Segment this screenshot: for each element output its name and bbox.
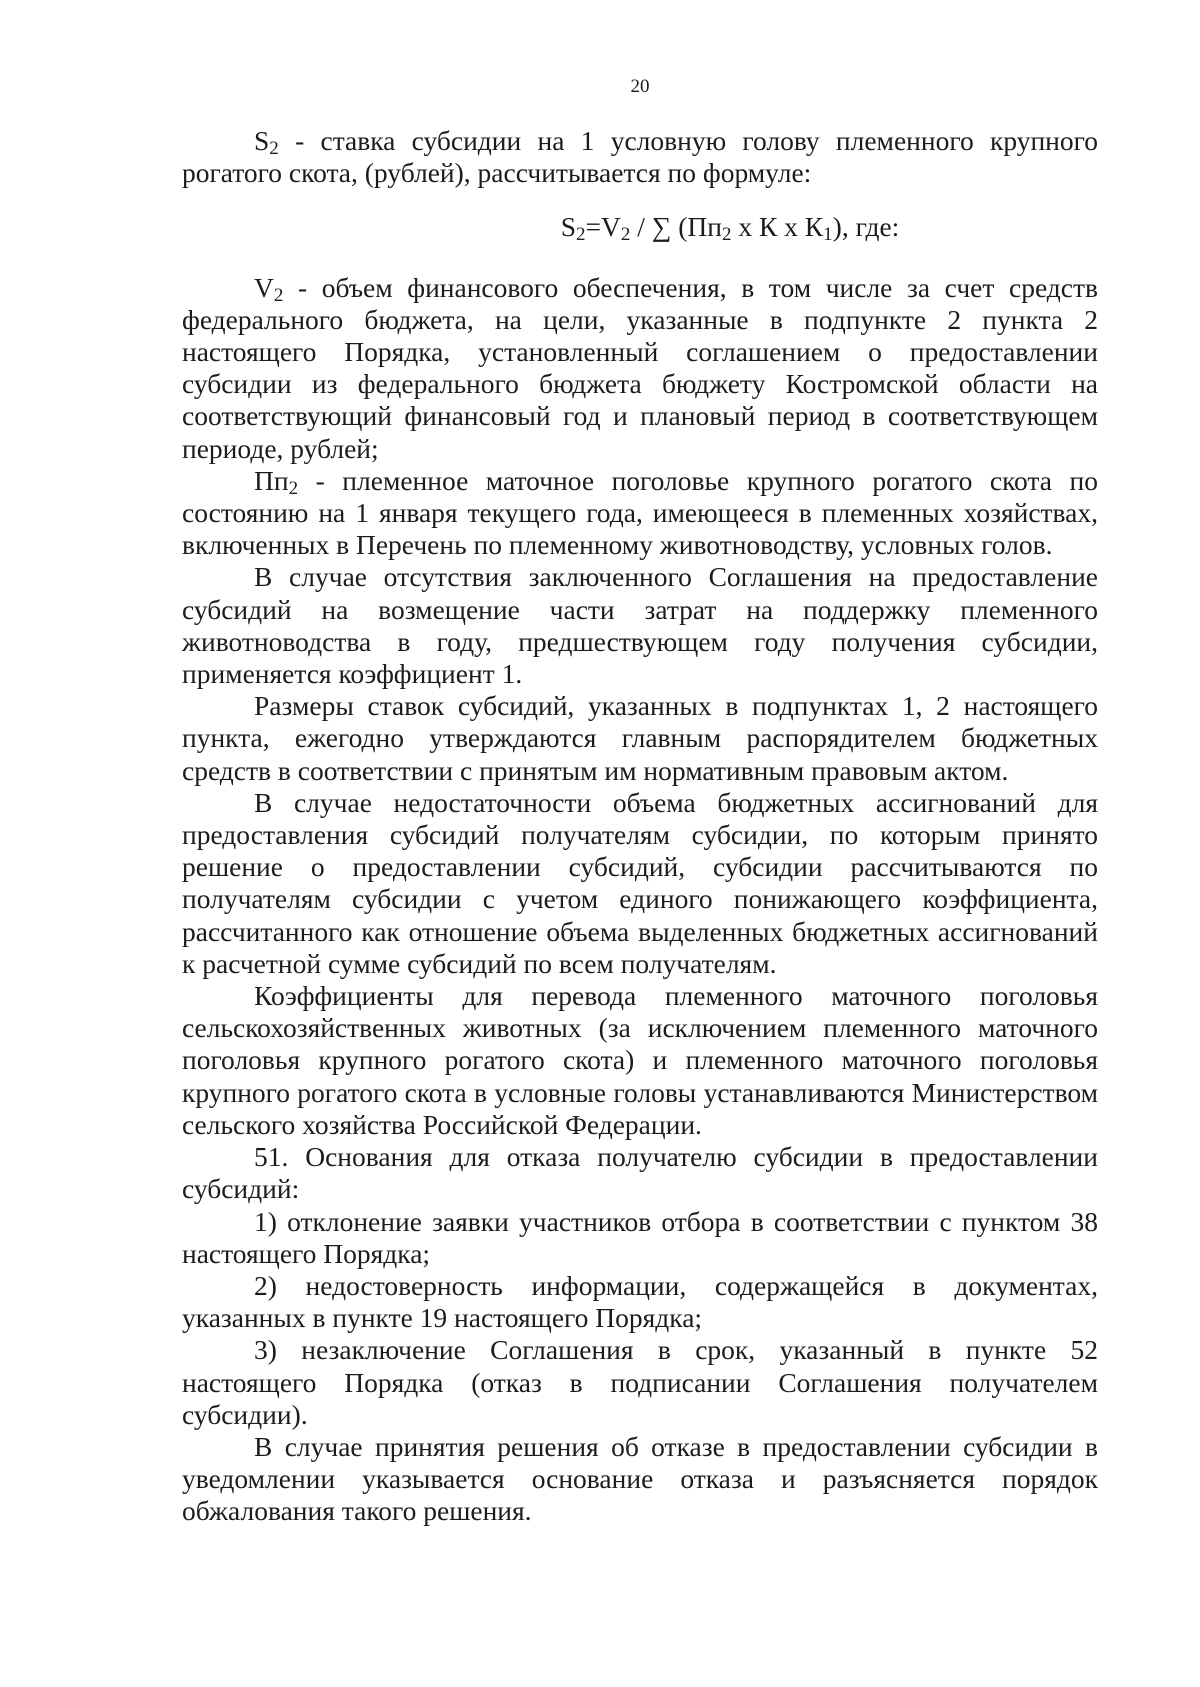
list-item-51-1: 1) отклонение заявки участников отбора в соответствии с пунктом 38 настоящего Порядка; [182, 1205, 1098, 1269]
list-item-51-2: 2) недостоверность информации, содержащейся в документах, указанных в пункте 19 настоящего Порядка; [182, 1269, 1098, 1334]
paragraph-pp2-definition: $Пп_2$ - племенное маточное поголовье крупного рогатого скота по состоянию на 1 января текущего года, имеющееся в племенных хозяйствах, включенных в Перечень по племенному животноводству, условных голов. [182, 464, 1098, 561]
paragraph-v2-definition: $V_2$ - объем финансового обеспечения, в том числе за счет средств федерального бюджета, на цели, указанные в подпункте 2 пункта 2 настоящего Порядка, установленный соглашением о предоставлении субсидии из федерального бюджета бюджету Костромской области на соответствующий финансовый год и плановый период в соответствующем периоде, рублей; [182, 271, 1098, 464]
document-body [182, 125, 1098, 1528]
subsidy-formula: $S_2=V_2$ / ∑ ($Пп_2$ x К x $К_1$), где: [560, 211, 900, 246]
paragraph-no-agreement: В случае отсутствия заключенного Соглашения на предоставление субсидий на возмещение части затрат на поддержку племенного животноводства в году, предшествующем году получения субсидии, применяется коэффициент 1. [182, 561, 1098, 690]
paragraph-refusal-notice: В случае принятия решения об отказе в предоставлении субсидии в уведомлении указывается основание отказа и разъясняется порядок обжалования такого решения. [182, 1430, 1098, 1527]
page-number: 20 [630, 76, 650, 97]
paragraph-insufficient-funds: В случае недостаточности объема бюджетных ассигнований для предоставления субсидий получателям субсидии, по которым принято решение о предоставлении субсидий, субсидии рассчитываются по получателям субсидии с учетом единого понижающего коэффициента, рассчитанного как отношение объема выделенных бюджетных ассигнований к расчетной сумме субсидий по всем получателям. [182, 786, 1098, 979]
paragraph-coefficients: Коэффициенты для перевода племенного маточного поголовья сельскохозяйственных животных (за исключением племенного маточного поголовья крупного рогатого скота) и племенного маточного поголовья крупного рогатого скота в условные головы устанавливаются Министерством сельского хозяйства Российской Федерации. [182, 980, 1098, 1140]
list-item-51-3: 3) незаключение Соглашения в срок, указанный в пункте 52 настоящего Порядка (отказ в подписании Соглашения получателем субсидии). [182, 1334, 1098, 1430]
paragraph-item-51: 51. Основания для отказа получателю субсидии в предоставлении субсидий: [182, 1141, 1098, 1205]
paragraph-rates-approval: Размеры ставок субсидий, указанных в подпунктах 1, 2 настоящего пункта, ежегодно утверждаются главным распорядителем бюджетных средств в соответствии с принятым им нормативным правовым актом. [182, 690, 1098, 786]
paragraph-s2-definition: $S_2$ - ставка субсидии на 1 условную голову племенного крупного рогатого скота, (рублей), рассчитывается по формуле: [182, 125, 1098, 189]
